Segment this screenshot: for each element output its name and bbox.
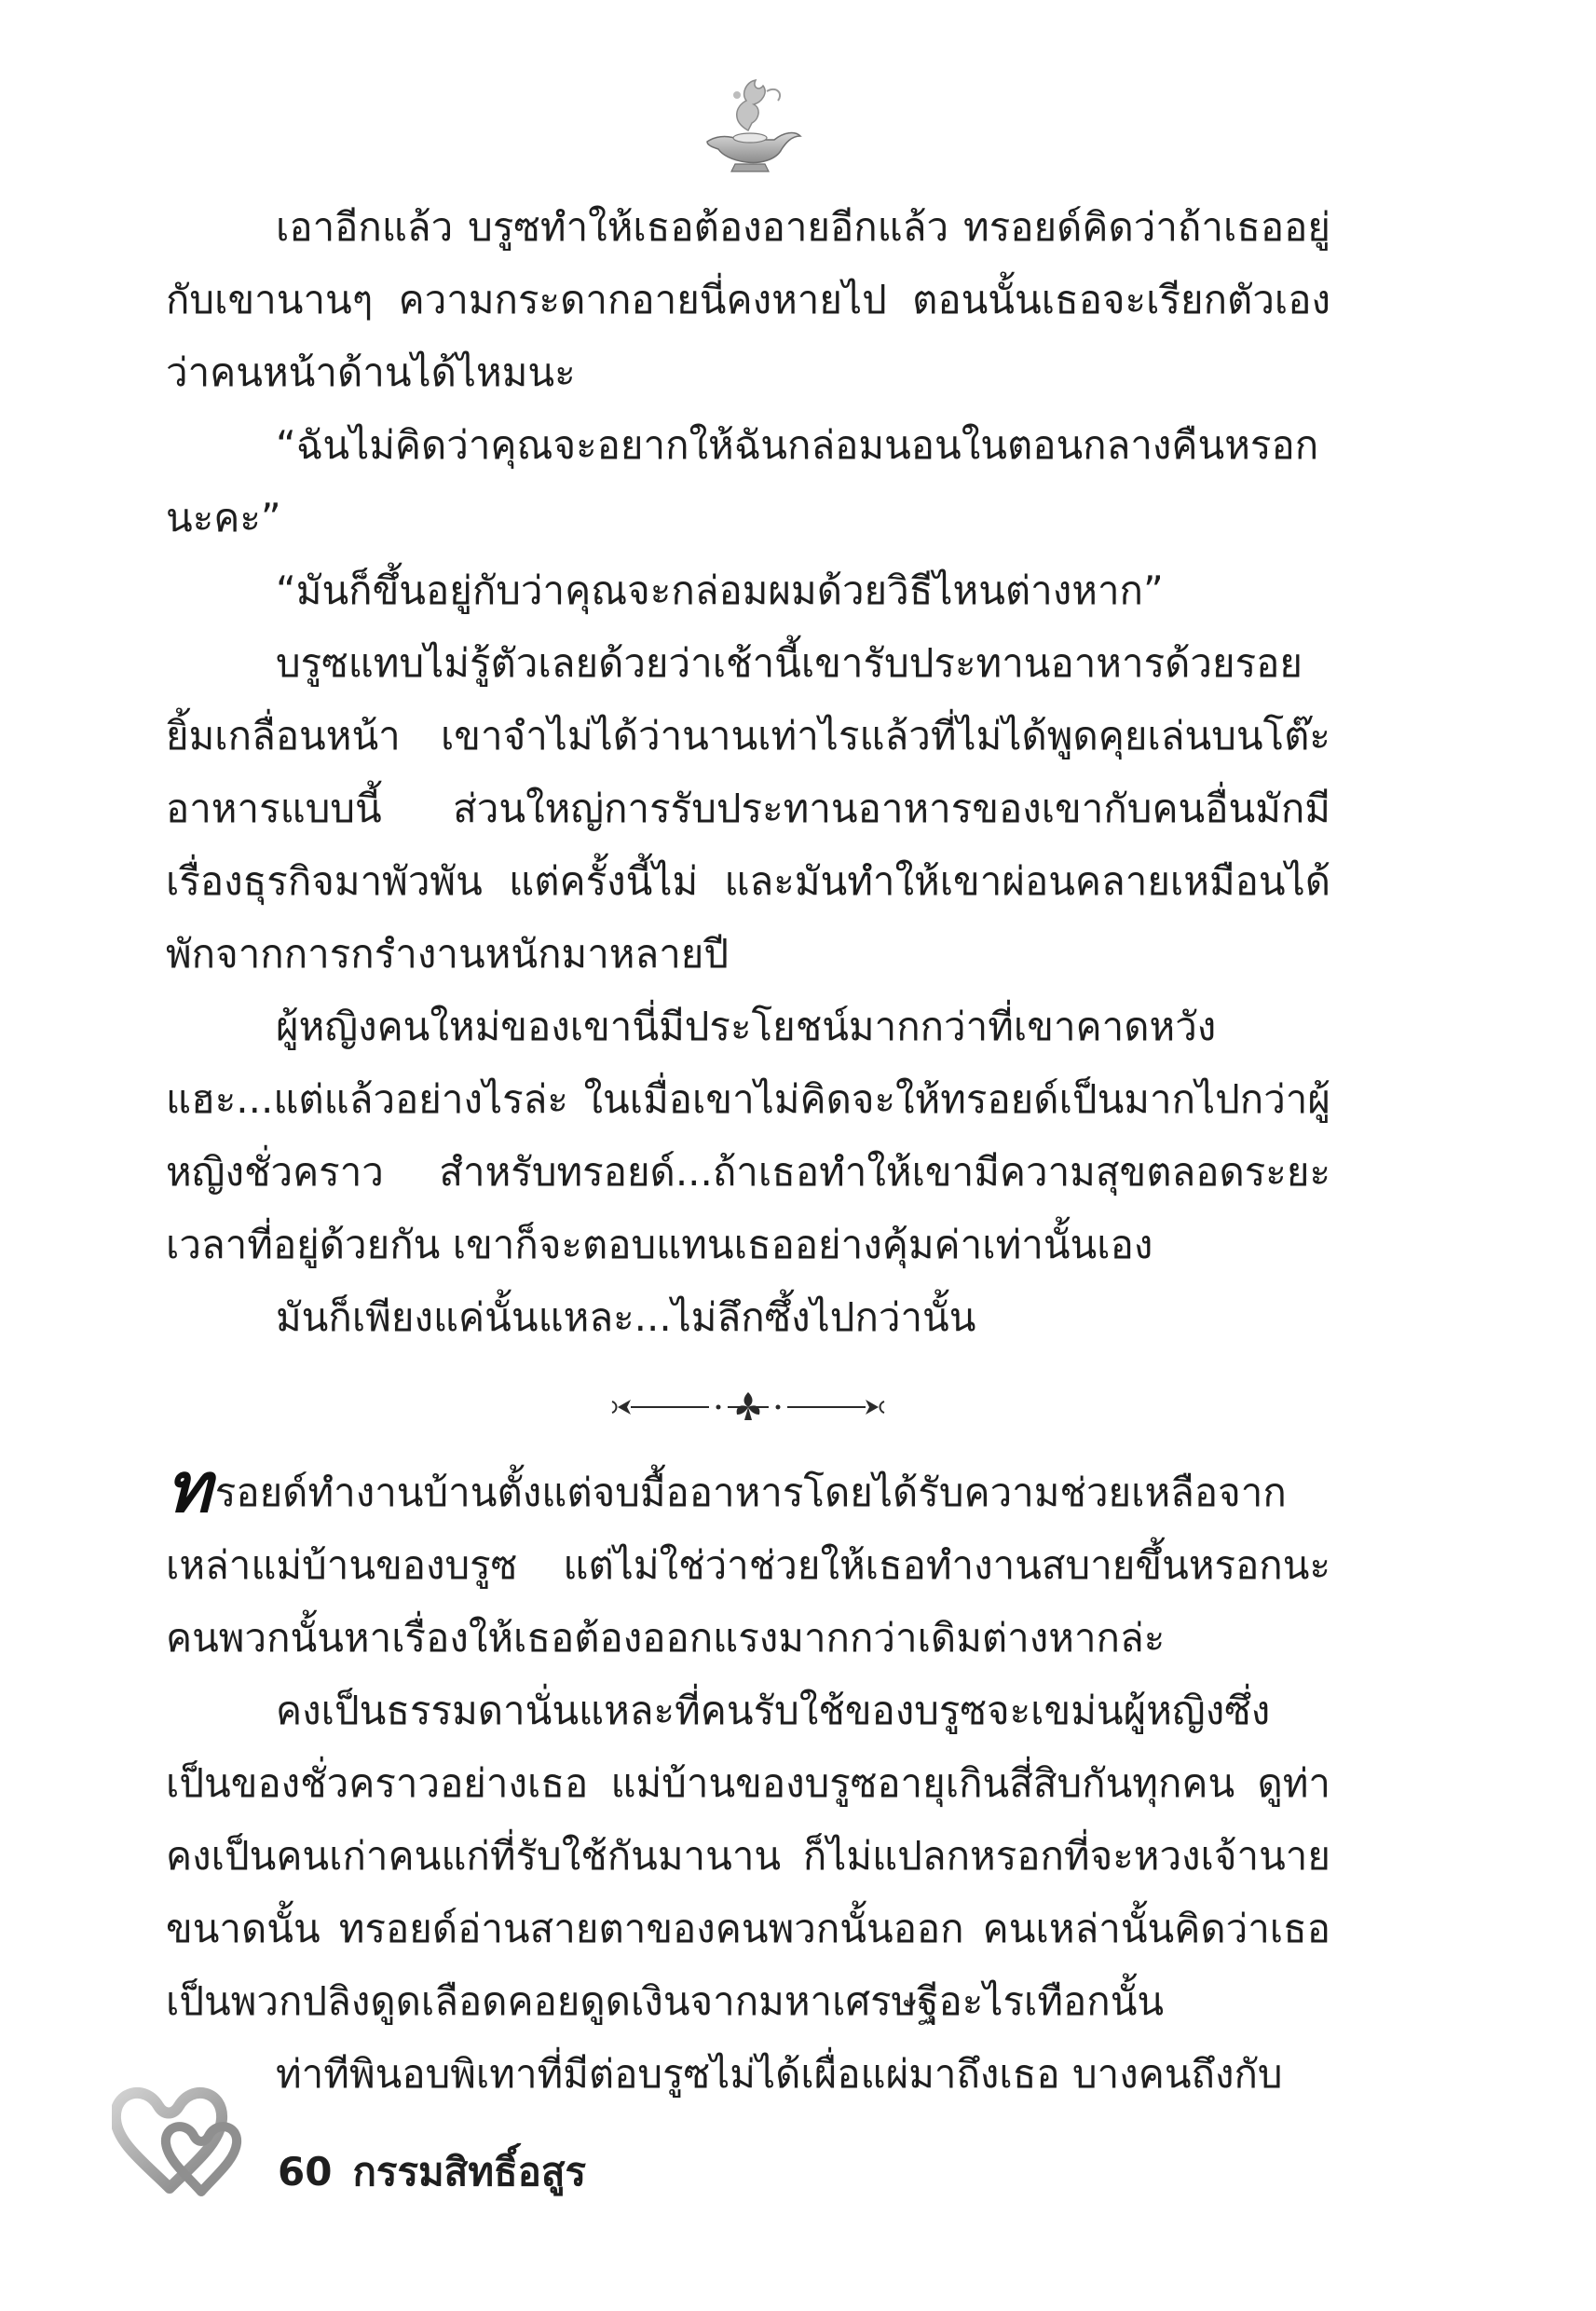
paragraph: ท่าทีพินอบพิเทาที่มีต่อบรูซไม่ได้เผื่อแผ่มาถึงเธอ บางคนถึงกับ	[276, 2051, 1283, 2097]
hearts-icon	[112, 2078, 252, 2208]
dropcap-paragraph-text: รอยด์ทำงานบ้านตั้งแต่จบมื้ออาหารโดยได้รับความช่วยเหลือจากเหล่าแม่บ้านของบรูซ แต่ไม่ใช่ว่าช่วยให้เธอทำงานสบายขึ้นหรอกนะ คนพวกนั้นหาเรื่องให้เธอต้องออกแรงมากกว่าเดิมต่างหากล่ะ	[166, 1470, 1330, 1661]
paragraph: “มันก็ขึ้นอยู่กับว่าคุณจะกล่อมผมด้วยวิธีไหนต่างหาก”	[276, 567, 1164, 613]
book-title: กรรมสิทธิ์อสูร	[352, 2149, 587, 2195]
paragraph: เอาอีกแล้ว บรูซทำให้เธอต้องอายอีกแล้ว ทรอยด์คิดว่าถ้าเธออยู่กับเขานานๆ ความกระดากอายนี่คงหายไป ตอนนั้นเธอจะเรียกตัวเองว่าคนหน้าด้านได้ไหมนะ	[166, 204, 1330, 395]
paragraph: คงเป็นธรรมดานั่นแหละที่คนรับใช้ของบรูซจะเขม่นผู้หญิงซึ่งเป็นของชั่วคราวอย่างเธอ แม่บ้านของบรูซอายุเกินสี่สิบกันทุกคน ดูท่าคงเป็นคนเก่าคนแก่ที่รับใช้กันมานาน ก็ไม่แปลกหรอกที่จะหวงเจ้านายขนาดนั้น ทรอยด์อ่านสายตาของคนพวกนั้นออก คนเหล่านั้นคิดว่าเธอเป็นพวกปลิงดูดเลือดคอยดูดเงินจากมหาเศรษฐีอะไรเทือกนั้น	[166, 1688, 1330, 2024]
section-divider	[166, 1354, 1330, 1456]
paragraph: “ฉันไม่คิดว่าคุณจะอยากให้ฉันกล่อมนอนในตอนกลางคืนหรอกนะคะ”	[166, 422, 1319, 540]
paragraph: มันก็เพียงแค่นั้นแหละ...ไม่ลึกซึ้งไปกว่านั้น	[276, 1294, 976, 1340]
flourish-divider-icon	[608, 1387, 888, 1424]
genie-lamp-icon	[694, 75, 806, 177]
page-number: 60	[278, 2149, 333, 2195]
paragraph-dropcap	[166, 1448, 1330, 1675]
paragraph: บรูซแทบไม่รู้ตัวเลยด้วยว่าเช้านี้เขารับประทานอาหารด้วยรอยยิ้มเกลื่อนหน้า เขาจำไม่ได้ว่านานเท่าไรแล้วที่ไม่ได้พูดคุยเล่นบนโต๊ะอาหารแบบนี้ ส่วนใหญ่การรับประทานอาหารของเขากับคนอื่นมักมีเรื่องธุรกิจมาพัวพัน แต่ครั้งนี้ไม่ และมันทำให้เขาผ่อนคลายเหมือนได้พักจากการกรำงานหนักมาหลายปี	[166, 640, 1330, 977]
body-text	[166, 191, 1330, 2111]
footer-text	[278, 2141, 586, 2203]
drop-cap: ท	[166, 1448, 211, 1528]
paragraph: ผู้หญิงคนใหม่ของเขานี่มีประโยชน์มากกว่าที่เขาคาดหวังแฮะ...แต่แล้วอย่างไรล่ะ ในเมื่อเขาไม่คิดจะให้ทรอยด์เป็นมากไปกว่าผู้หญิงชั่วคราว สำหรับทรอยด์...ถ้าเธอทำให้เขามีความสุขตลอดระยะเวลาที่อยู่ด้วยกัน เขาก็จะตอบแทนเธออย่างคุ้มค่าเท่านั้นเอง	[166, 1004, 1330, 1267]
page-footer	[112, 2078, 671, 2227]
